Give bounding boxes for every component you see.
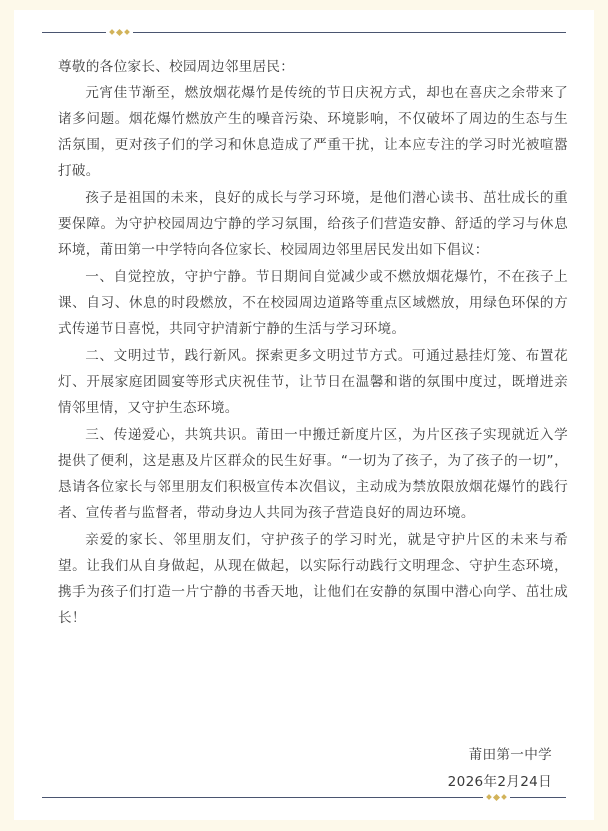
paragraph: 亲爱的家长、邻里朋友们，守护孩子的学习时光，就是守护片区的未来与希望。让我们从自身做起，从现在做起，以实际行动践行文明理念、守护生态环境，携手为孩子们打造一片宁静的书香天地，让他们在安静的氛围中潜心向学、茁壮成长！ <box>58 532 568 626</box>
salutation: 尊敬的各位家长、校园周边邻里居民： <box>58 59 295 75</box>
diamond-icon <box>486 794 492 800</box>
paragraph: 元宵佳节渐至，燃放烟花爆竹是传统的节日庆祝方式，却也在喜庆之余带来了诸多问题。烟花爆竹燃放产生的噪音污染、环境影响，不仅破坏了周边的生态与生活氛围，更对孩子们的学习和休息造成了严重干扰，让本应专注的学习时光被喧嚣打破。 <box>58 85 568 179</box>
diamond-icon <box>493 793 500 800</box>
diamond-icon <box>116 28 123 35</box>
diamond-icon <box>501 794 507 800</box>
paragraph: 一、自觉控放，守护宁静。节日期间自觉减少或不燃放烟花爆竹，不在孩子上课、自习、休息的时段燃放，不在校园周边道路等重点区域燃放，用绿色环保的方式传递节日喜悦，共同守护清新宁静的生活与学习环境。 <box>58 269 568 337</box>
letter-card <box>14 10 594 820</box>
paragraph: 孩子是祖国的未来，良好的成长与学习环境，是他们潜心读书、茁壮成长的重要保障。为守护校园周边宁静的学习氛围，给孩子们营造安静、舒适的学习与休息环境，莆田第一中学特向各位家长、校园周边邻里居民发出如下倡议： <box>58 190 568 258</box>
bottom-ornament <box>483 793 510 801</box>
top-ornament <box>106 28 133 36</box>
diamond-icon <box>124 29 130 35</box>
signature-date: 2026年2月24日 <box>447 774 552 790</box>
paragraph: 三、传递爱心，共筑共识。莆田一中搬迁新度片区，为片区孩子实现就近入学提供了便利，这是惠及片区群众的民生好事。“一切为了孩子，为了孩子的一切”，恳请各位家长与邻里朋友们积极宣传本次倡议，主动成为禁放限放烟花爆竹的践行者、宣传者与监督者，带动身边人共同为孩子营造良好的周边环境。 <box>58 427 568 521</box>
diamond-icon <box>109 29 115 35</box>
letter-body <box>58 54 568 632</box>
paragraph: 二、文明过节，践行新风。探索更多文明过节方式。可通过悬挂灯笼、布置花灯、开展家庭团圆宴等形式庆祝佳节，让节日在温馨和谐的氛围中度过，既增进亲情邻里情，又守护生态环境。 <box>58 348 568 416</box>
signature-organization: 莆田第一中学 <box>468 747 552 763</box>
